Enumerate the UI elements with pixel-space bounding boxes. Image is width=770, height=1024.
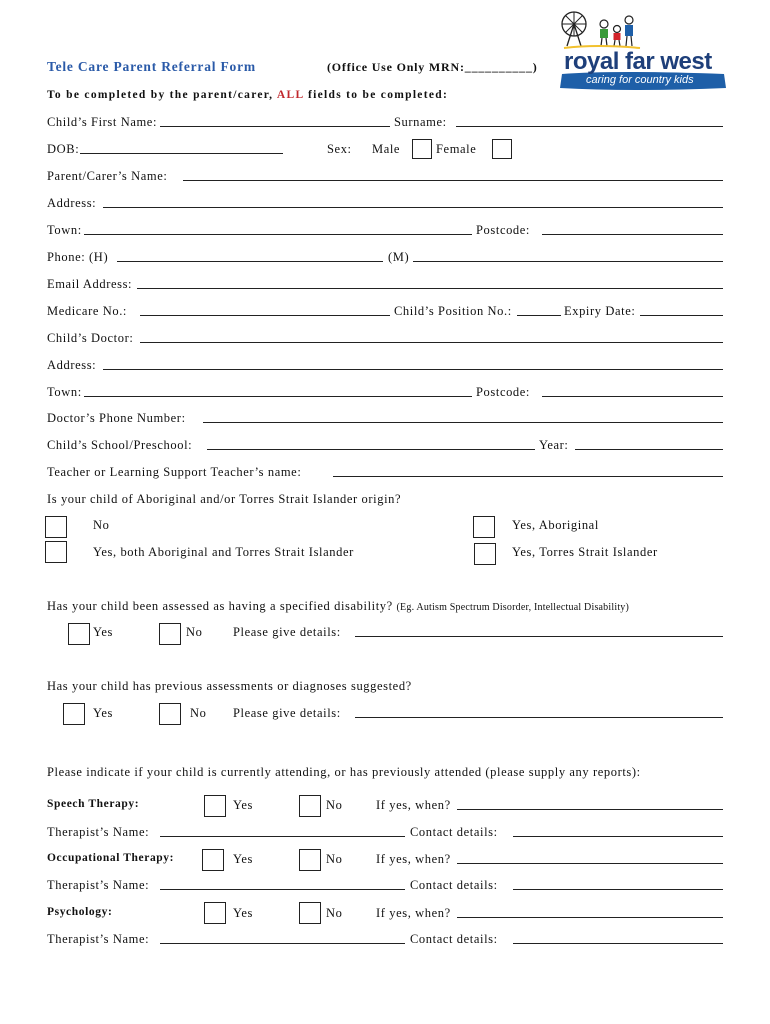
speech-no-label: No: [326, 798, 343, 812]
disability-no-label: No: [186, 625, 203, 639]
assessments-details-field[interactable]: [355, 717, 723, 718]
disability-question-text: Has your child been assessed as having a specified disability?: [47, 599, 393, 613]
year-label: Year:: [539, 438, 569, 452]
instruction-post: fields to be completed:: [307, 89, 449, 101]
instruction-all: ALL: [276, 89, 304, 101]
occupational-when-field[interactable]: [457, 863, 723, 864]
female-checkbox[interactable]: [492, 139, 512, 159]
doctor-field[interactable]: [140, 342, 723, 343]
phone-mobile-field[interactable]: [413, 261, 723, 262]
doctor-label: Child’s Doctor:: [47, 331, 134, 345]
occupational-no-label: No: [326, 852, 343, 866]
psychology-therapist-field[interactable]: [160, 943, 405, 944]
male-label: Male: [372, 142, 401, 156]
doctor-phone-label: Doctor’s Phone Number:: [47, 411, 186, 425]
doctor-address-field[interactable]: [103, 369, 723, 370]
origin-aboriginal-label: Yes, Aboriginal: [512, 518, 599, 532]
speech-no-checkbox[interactable]: [299, 795, 321, 817]
doctor-postcode-label: Postcode:: [476, 385, 531, 399]
medicare-field[interactable]: [140, 315, 390, 316]
postcode-field[interactable]: [542, 234, 723, 235]
speech-contact-label: Contact details:: [410, 825, 498, 839]
psychology-contact-field[interactable]: [513, 943, 723, 944]
speech-yes-checkbox[interactable]: [204, 795, 226, 817]
royal-far-west-logo: [556, 8, 728, 94]
assessments-question: Has your child has previous assessments or diagnoses suggested?: [47, 679, 412, 693]
doctor-address-label: Address:: [47, 358, 97, 372]
phone-mobile-label: (M): [388, 250, 410, 264]
dob-field[interactable]: [80, 153, 283, 154]
psychology-no-label: No: [326, 906, 343, 920]
psychology-yes-label: Yes: [233, 906, 253, 920]
speech-when-field[interactable]: [457, 809, 723, 810]
occupational-yes-checkbox[interactable]: [202, 849, 224, 871]
sex-label: Sex:: [327, 142, 352, 156]
position-label: Child’s Position No.:: [394, 304, 512, 318]
occupational-yes-label: Yes: [233, 852, 253, 866]
office-use-label: (Office Use Only MRN:__________): [327, 60, 538, 74]
speech-therapist-field[interactable]: [160, 836, 405, 837]
position-field[interactable]: [517, 315, 561, 316]
logo-name: royal far west: [564, 48, 712, 75]
form-instruction: [47, 89, 448, 101]
school-label: Child’s School/Preschool:: [47, 438, 193, 452]
disability-question: [47, 599, 629, 614]
parent-name-field[interactable]: [183, 180, 723, 181]
phone-home-field[interactable]: [117, 261, 383, 262]
teacher-label: Teacher or Learning Support Teacher’s name:: [47, 465, 302, 479]
female-label: Female: [436, 142, 477, 156]
assessments-details-label: Please give details:: [233, 706, 341, 720]
assessments-no-label: No: [190, 706, 207, 720]
instruction-pre: To be completed by the parent/carer,: [47, 89, 274, 101]
disability-yes-label: Yes: [93, 625, 113, 639]
occupational-contact-field[interactable]: [513, 889, 723, 890]
occupational-when-label: If yes, when?: [376, 852, 451, 866]
assessments-yes-label: Yes: [93, 706, 113, 720]
psychology-contact-label: Contact details:: [410, 932, 498, 946]
doctor-town-label: Town:: [47, 385, 82, 399]
first-name-field[interactable]: [160, 126, 390, 127]
form-title: Tele Care Parent Referral Form: [47, 59, 256, 74]
year-field[interactable]: [575, 449, 723, 450]
logo-tagline: caring for country kids: [586, 74, 694, 86]
psychology-therapist-label: Therapist’s Name:: [47, 932, 150, 946]
speech-yes-label: Yes: [233, 798, 253, 812]
psychology-yes-checkbox[interactable]: [204, 902, 226, 924]
email-label: Email Address:: [47, 277, 133, 291]
occupational-therapist-label: Therapist’s Name:: [47, 878, 150, 892]
psychology-when-field[interactable]: [457, 917, 723, 918]
male-checkbox[interactable]: [412, 139, 432, 159]
doctor-town-field[interactable]: [84, 396, 472, 397]
assessments-no-checkbox[interactable]: [159, 703, 181, 725]
disability-details-field[interactable]: [355, 636, 723, 637]
speech-therapist-label: Therapist’s Name:: [47, 825, 150, 839]
origin-both-checkbox[interactable]: [45, 541, 67, 563]
expiry-label: Expiry Date:: [564, 304, 636, 318]
dob-label: DOB:: [47, 142, 80, 156]
expiry-field[interactable]: [640, 315, 723, 316]
speech-therapy-label: Speech Therapy:: [47, 798, 140, 810]
psychology-no-checkbox[interactable]: [299, 902, 321, 924]
origin-tsi-label: Yes, Torres Strait Islander: [512, 545, 658, 559]
psychology-label: Psychology:: [47, 906, 113, 918]
occupational-contact-label: Contact details:: [410, 878, 498, 892]
origin-both-label: Yes, both Aboriginal and Torres Strait Islander: [93, 545, 354, 559]
occupational-therapy-label: Occupational Therapy:: [47, 852, 175, 864]
origin-aboriginal-checkbox[interactable]: [473, 516, 495, 538]
address-label: Address:: [47, 196, 97, 210]
disability-yes-checkbox[interactable]: [68, 623, 90, 645]
town-label: Town:: [47, 223, 82, 237]
occupational-therapist-field[interactable]: [160, 889, 405, 890]
speech-contact-field[interactable]: [513, 836, 723, 837]
disability-example: (Eg. Autism Spectrum Disorder, Intellectual Disability): [396, 602, 630, 613]
town-field[interactable]: [84, 234, 472, 235]
disability-details-label: Please give details:: [233, 625, 341, 639]
phone-home-label: Phone: (H): [47, 250, 109, 264]
psychology-when-label: If yes, when?: [376, 906, 451, 920]
medicare-label: Medicare No.:: [47, 304, 127, 318]
attendance-question: Please indicate if your child is currently attending, or has previously attended (please supply any reports):: [47, 765, 641, 779]
occupational-no-checkbox[interactable]: [299, 849, 321, 871]
doctor-phone-field[interactable]: [203, 422, 723, 423]
teacher-field[interactable]: [333, 476, 723, 477]
postcode-label: Postcode:: [476, 223, 531, 237]
origin-no-checkbox[interactable]: [45, 516, 67, 538]
surname-label: Surname:: [394, 115, 447, 129]
email-field[interactable]: [137, 288, 723, 289]
address-field[interactable]: [103, 207, 723, 208]
assessments-yes-checkbox[interactable]: [63, 703, 85, 725]
first-name-label: Child’s First Name:: [47, 115, 158, 129]
speech-when-label: If yes, when?: [376, 798, 451, 812]
origin-tsi-checkbox[interactable]: [474, 543, 496, 565]
surname-field[interactable]: [456, 126, 723, 127]
disability-no-checkbox[interactable]: [159, 623, 181, 645]
school-field[interactable]: [207, 449, 535, 450]
parent-name-label: Parent/Carer’s Name:: [47, 169, 168, 183]
origin-question: Is your child of Aboriginal and/or Torres Strait Islander origin?: [47, 492, 402, 506]
origin-no-label: No: [93, 518, 110, 532]
doctor-postcode-field[interactable]: [542, 396, 723, 397]
